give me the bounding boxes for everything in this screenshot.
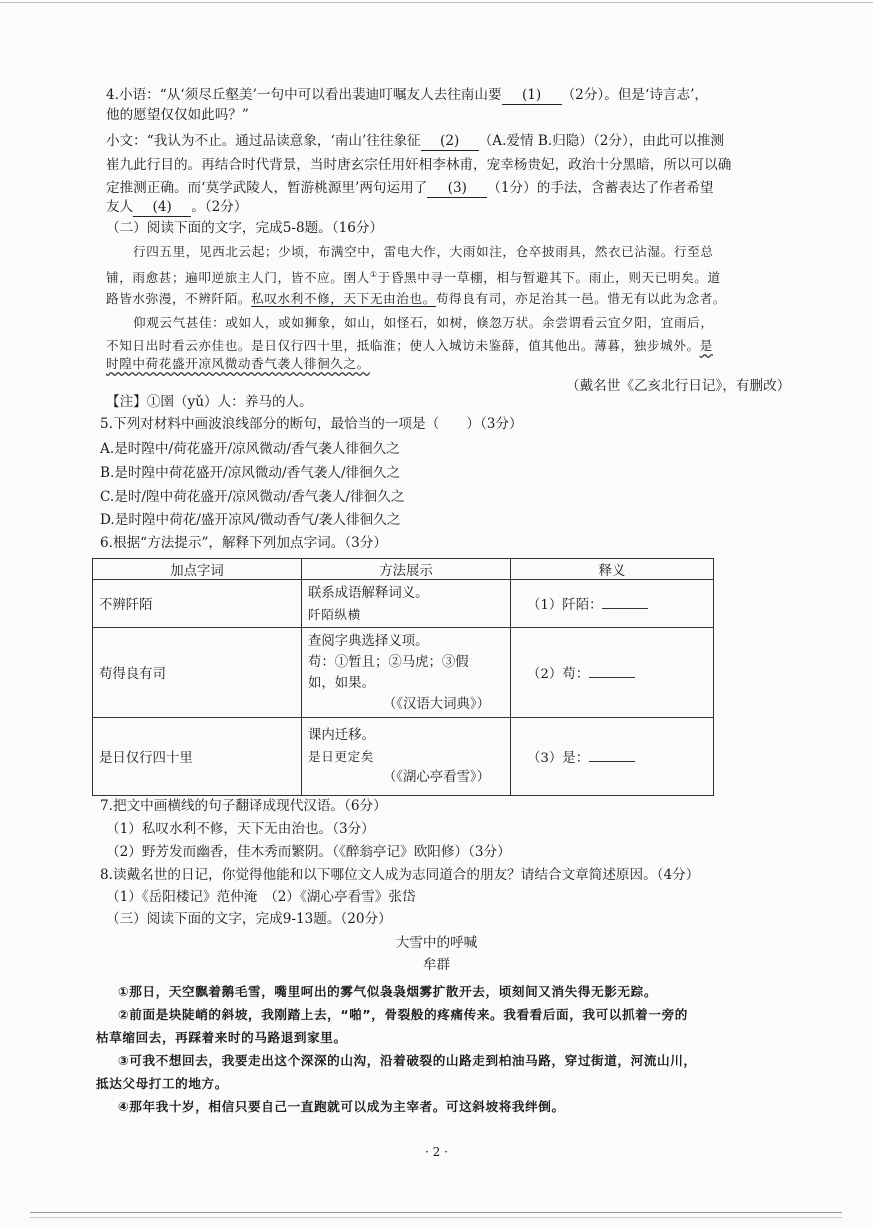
passage-text: 不知日出时看云亦佳也。是日仅行四十里，抵临淮；使人入城访未鉴薛，值其他出。薄暮，独步城外。 <box>106 338 700 353</box>
q4-line-5 <box>106 180 713 198</box>
answer-label: （2）苟： <box>527 667 590 682</box>
q4-line-3 <box>106 133 724 151</box>
q4-line-4: 崔九此行目的。再结合时代背景，当时唐玄宗任用奸相李林甫，宠幸杨贵妃，政治十分黑暗，所以可以确 <box>106 157 732 173</box>
wavy-sentence: 时隍中荷花盛开凉风微动香气袭人徘徊久之。 <box>106 356 370 371</box>
q4-text: 小文：“我认为不止。通过品读意象，‘南山’往往象征 <box>106 133 421 149</box>
q4-text: （A.爱情 B.归隐）（2分），由此可以推测 <box>478 133 724 149</box>
q4-text: 。（2分） <box>191 199 248 215</box>
answer-label: （1）阡陌： <box>527 598 603 613</box>
q7-stem: 7.把文中画横线的句子翻译成现代汉语。（6分） <box>100 798 387 814</box>
word-cell <box>93 718 302 796</box>
passage-source: （戴名世《乙亥北行日记》，有删改） <box>566 378 791 394</box>
footnote-mark: ① <box>369 270 378 279</box>
article-para-2-cont: 枯草缩回去，再踩着来时的马路退到家里。 <box>96 1030 347 1045</box>
q4-line-2: 他的愿望仅仅如此吗？” <box>106 107 249 123</box>
table-row <box>93 580 714 628</box>
method-line: 课内迁移。 <box>308 728 375 743</box>
q5-option-a[interactable]: A.是时隍中/荷花盛开/凉风微动/香气袭人徘徊久之 <box>100 441 400 457</box>
answer-blank[interactable] <box>602 597 648 609</box>
q5-option-d[interactable]: D.是时隍中荷花/盛开凉风/微动香气/袭人徘徊久之 <box>100 512 401 528</box>
word-text: 不辨阡陌 <box>99 598 153 613</box>
method-table <box>92 558 714 796</box>
footer-rule <box>30 1212 842 1213</box>
footer-rule <box>30 1217 842 1218</box>
word-text: 苟得良有司 <box>99 667 166 682</box>
q4-text: 定推测正确。而‘莫学武陵人，暂游桃源里’两句运用了 <box>106 180 428 196</box>
method-source: （《汉语大词典》） <box>382 696 490 712</box>
table-header-row <box>93 559 714 580</box>
section-3-heading: （三）阅读下面的文字，完成9-13题。（20分） <box>106 911 392 927</box>
table-header: 方法展示 <box>302 559 511 580</box>
passage-text: 苟得良有司，亦足治其一邑。惜无有以此为念者。 <box>435 291 727 306</box>
answer-label: （3）是： <box>527 751 590 766</box>
method-line: 苟：①暂且；②马虎；③假 <box>308 654 469 670</box>
article-para-2: ②前面是块陡峭的斜坡，我刚踏上去，“啪”，骨裂般的疼痛传来。我看看后面，我可以抓着一旁的 <box>118 1007 688 1022</box>
table-row <box>93 628 714 718</box>
q6-stem: 6.根据“方法提示”，解释下列加点字词。（3分） <box>100 535 387 551</box>
method-line: 联系成语解释词义。 <box>308 585 429 601</box>
q4-text: （2分）。但是‘诗言志’， <box>561 87 709 103</box>
answer-blank[interactable] <box>589 666 635 678</box>
passage-2-line-6 <box>106 355 370 372</box>
q4-text: 友人 <box>106 199 134 215</box>
q7-item-1: （1）私叹水利不修，天下无由治也。（3分） <box>106 821 375 837</box>
q4-text: 4.小语：“从‘须尽丘壑美’一句中可以看出裴迪叮嘱友人去往南山要 <box>106 87 502 103</box>
answer-cell[interactable] <box>511 580 714 628</box>
q4-text: （1分）的手法，含蓄表达了作者希望 <box>487 180 714 196</box>
answer-cell[interactable] <box>511 628 714 718</box>
table-header: 释义 <box>511 559 714 580</box>
article-para-1: ①那日，天空飘着鹅毛雪，嘴里呵出的雾气似袅袅烟雾扩散开去，顷刻间又消失得无影无踪。 <box>118 984 658 999</box>
scan-edge <box>0 2 873 3</box>
article-para-4: ④那年我十岁，相信只要自己一直跑就可以成为主宰者。可这斜坡将我绊倒。 <box>118 1099 565 1114</box>
q7-item-2: （2）野芳发而幽香，佳木秀而繁阴。（《醉翁亭记》欧阳修）（3分） <box>106 844 511 860</box>
underlined-sentence: 私叹水利不修，天下无由治也。 <box>251 291 436 306</box>
article-para-3-cont: 抵达父母打工的地方。 <box>96 1076 228 1091</box>
q5-option-b[interactable]: B.是时隍中荷花盛开/凉风微动/香气袭人/徘徊久之 <box>100 465 400 481</box>
method-line: 是日更定矣 <box>308 749 374 764</box>
passage-2-line-4: 仰观云气甚佳：或如人，或如狮象，如山，如怪石，如树，倏忽万状。余尝谓看云宜夕阳，宜雨后， <box>133 315 714 330</box>
q5-option-c[interactable]: C.是时/隍中荷花盛开/凉风微动/香气袭人/徘徊久之 <box>100 489 405 505</box>
q4-line-6 <box>106 199 247 217</box>
q4-blank-3[interactable]: (3) <box>427 180 487 198</box>
word-text: 是日仅行四十里 <box>99 751 193 766</box>
method-line: 阡陌纵横 <box>308 606 361 622</box>
passage-2-line-5 <box>106 337 713 354</box>
answer-blank[interactable] <box>589 750 635 762</box>
method-cell <box>302 718 511 796</box>
article-para-3: ③可我不想回去，我要走出这个深深的山沟，沿着破裂的山路走到柏油马路，穿过街道，河流山川， <box>118 1053 697 1068</box>
q4-blank-2[interactable]: (2) <box>421 133 479 151</box>
method-cell <box>302 628 511 718</box>
article-author: 牟群 <box>422 957 451 973</box>
word-cell <box>93 580 302 628</box>
table-row <box>93 718 714 796</box>
passage-text: 于昏黑中寻一草棚，相与暂避其下。雨止，则天已明矣。道 <box>377 270 721 286</box>
passage-2-line-2 <box>106 266 721 286</box>
passage-text: 铺，雨愈甚；遍叩逆旅主人门，皆不应。圉人 <box>106 270 370 286</box>
page-number: · 2 · <box>425 1145 448 1159</box>
method-cell <box>302 580 511 628</box>
q4-line-1 <box>106 87 708 105</box>
passage-2-line-3 <box>106 290 726 307</box>
passage-2-line-1: 行四五里，见西北云起；少顷，布满空中，雷电大作，大雨如注，仓卒披雨具，然衣已沾湿。行至总 <box>133 244 714 259</box>
footnote: 【注】①圉（yǔ）人：养马的人。 <box>106 394 313 410</box>
q8-options: （1）《岳阳楼记》范仲淹 （2）《湖心亭看雪》张岱 <box>106 889 416 905</box>
q8-stem: 8.读戴名世的日记，你觉得他能和以下哪位文人成为志同道合的朋友？请结合文章简述原因。（4分） <box>100 867 700 883</box>
answer-cell[interactable] <box>511 718 714 796</box>
q5-stem: 5.下列对材料中画波浪线部分的断句，最恰当的一项是（ ）（3分） <box>100 416 523 432</box>
wavy-sentence: 是 <box>699 338 713 353</box>
method-source: （《湖心亭看雪》） <box>382 770 490 785</box>
method-line: 如，如果。 <box>308 675 375 691</box>
section-2-heading: （二）阅读下面的文字，完成5-8题。（16分） <box>106 220 384 236</box>
method-line: 查阅字典选择义项。 <box>308 633 429 649</box>
q4-blank-1[interactable]: (1) <box>502 87 562 105</box>
article-title: 大雪中的呼喊 <box>395 935 478 951</box>
table-header: 加点字词 <box>93 559 302 580</box>
q4-blank-4[interactable]: (4) <box>133 199 191 217</box>
passage-text: 路皆水弥漫，不辨阡陌。 <box>106 291 252 306</box>
word-cell <box>93 628 302 718</box>
